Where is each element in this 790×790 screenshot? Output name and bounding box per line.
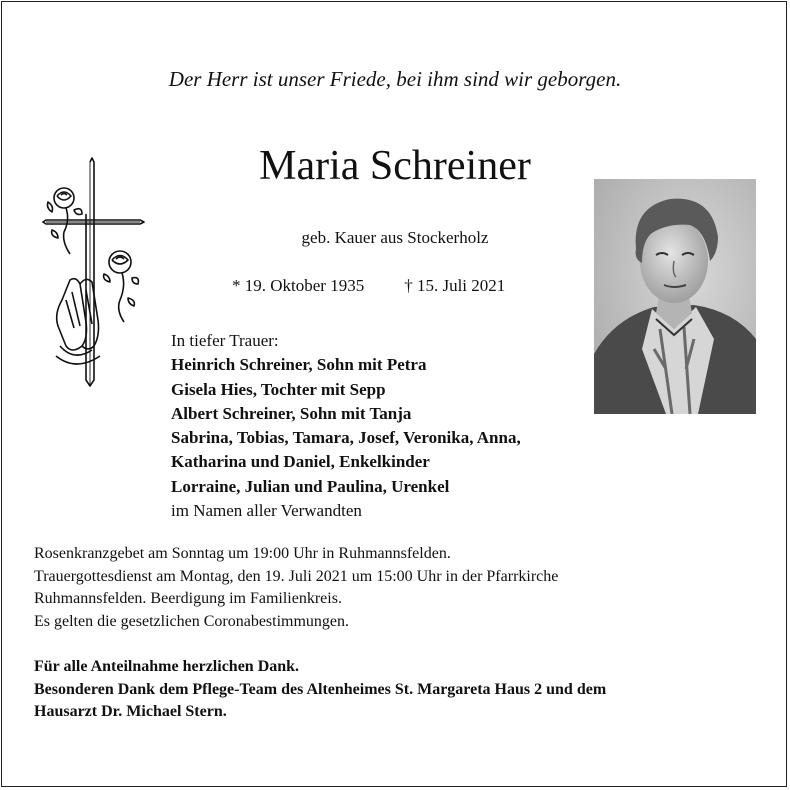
thanks-line: Hausarzt Dr. Michael Stern. [34, 703, 227, 721]
thanks-line: Besonderen Dank dem Pflege-Team des Altenheimes St. Margareta Haus 2 und dem [34, 680, 607, 698]
birth-date: * 19. Oktober 1935 [232, 276, 365, 295]
thanks-line: Für alle Anteilnahme herzlichen Dank. [34, 658, 300, 675]
service-notice [34, 543, 558, 634]
mourners-closing: im Namen aller Verwandten [171, 501, 362, 521]
deceased-name: Maria Schreiner [259, 143, 531, 189]
mourner-line: Katharina und Daniel, Enkelkinder [171, 452, 430, 472]
mourners-list [171, 329, 521, 523]
death-date: † 15. Juli 2021 [404, 276, 506, 295]
mourner-line: Albert Schreiner, Sohn mit Tanja [171, 403, 412, 423]
notice-line: Ruhmannsfelden. Beerdigung im Familienkreis. [34, 590, 342, 608]
mourners-intro: In tiefer Trauer: [171, 331, 279, 350]
life-dates [232, 276, 505, 296]
mourner-line: Gisela Hies, Tochter mit Sepp [171, 379, 386, 399]
notice-line: Trauergottesdienst am Montag, den 19. Juli 2021 um 15:00 Uhr in der Pfarrkirche [34, 567, 559, 585]
mourner-line: Heinrich Schreiner, Sohn mit Petra [171, 355, 427, 375]
cross-roses-praying-hands-icon [40, 150, 152, 395]
mourner-line: Sabrina, Tobias, Tamara, Josef, Veronika, Anna, [171, 428, 521, 448]
portrait-photo [594, 179, 756, 414]
notice-line: Es gelten die gesetzlichen Coronabestimmungen. [34, 613, 350, 631]
notice-line: Rosenkranzgebet am Sonntag um 19:00 Uhr in Ruhmannsfelden. [34, 545, 451, 562]
thanks-section [34, 656, 606, 724]
motto: Der Herr ist unser Friede, bei ihm sind wir geborgen. [168, 67, 622, 91]
mourner-line: Lorraine, Julian und Paulina, Urenkel [171, 476, 450, 496]
born-name: geb. Kauer aus Stockerholz [301, 228, 489, 247]
